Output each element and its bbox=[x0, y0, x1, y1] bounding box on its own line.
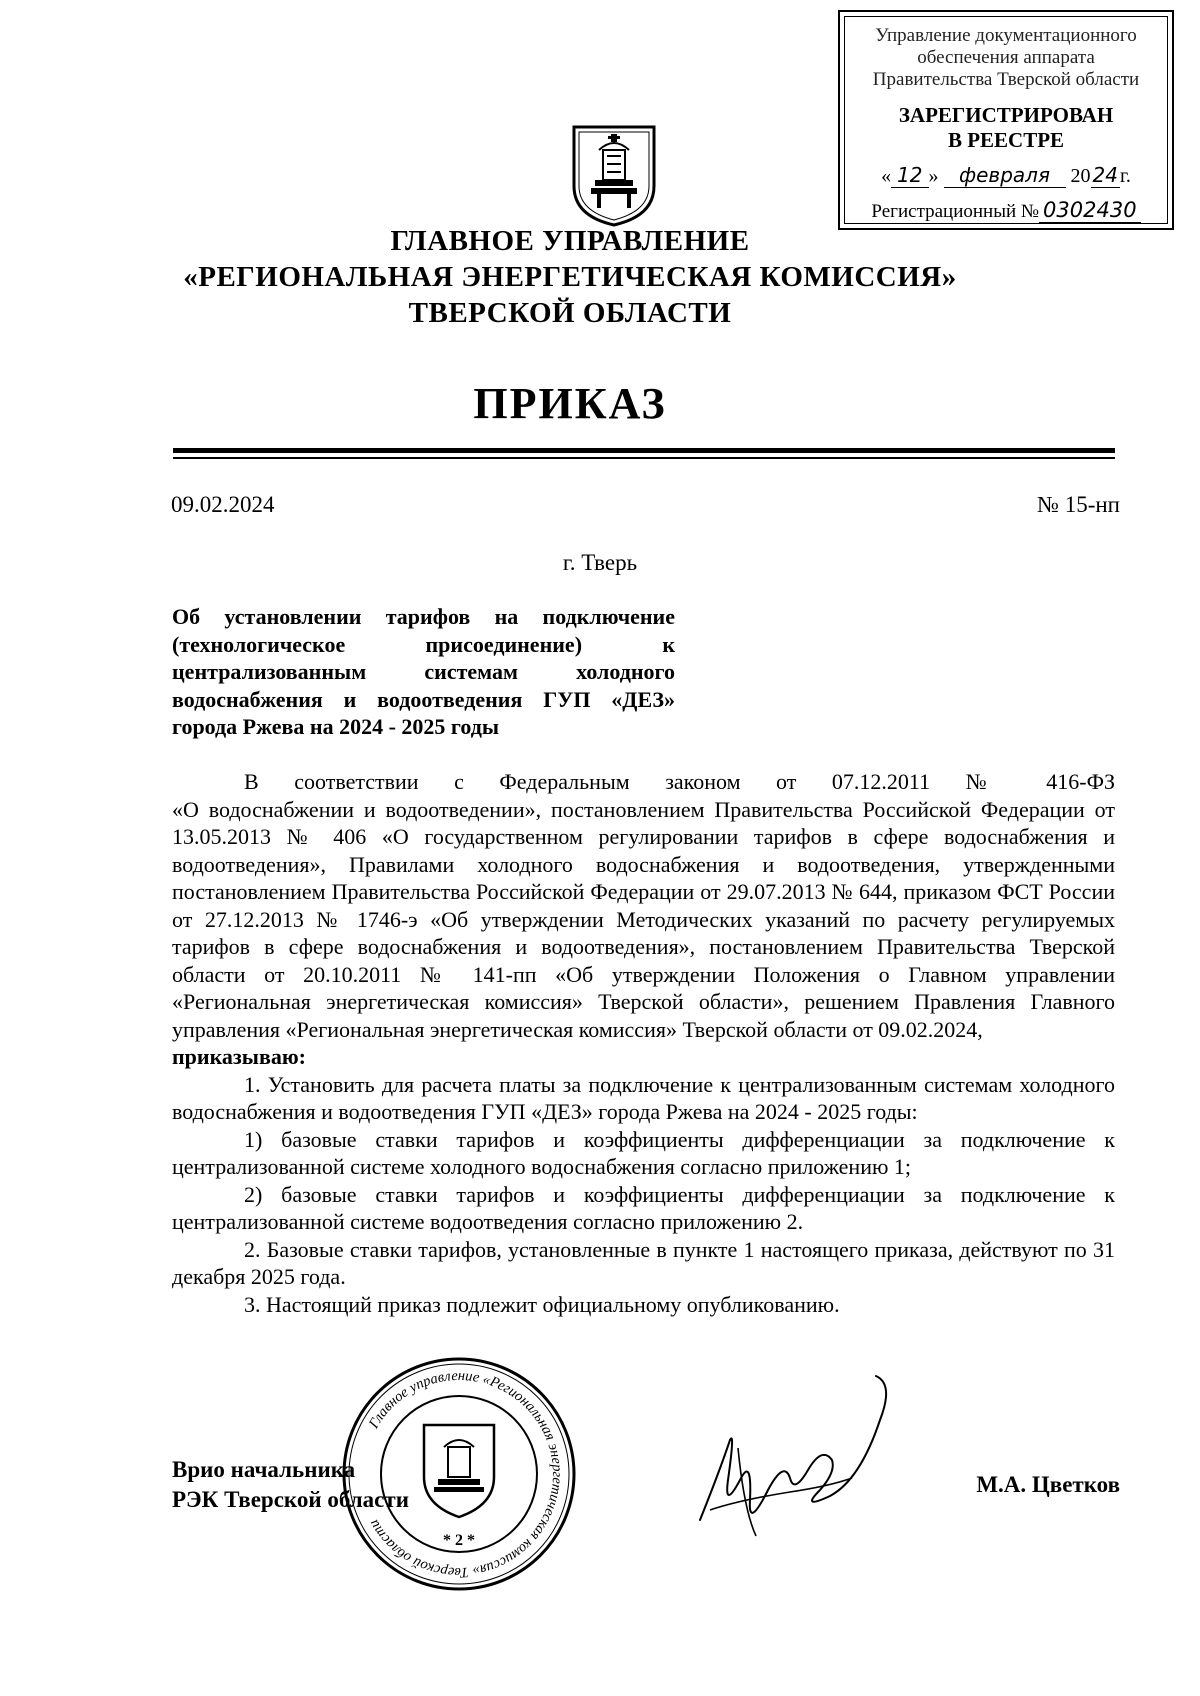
seal-number: * 2 * bbox=[443, 1532, 475, 1549]
registration-stamp bbox=[838, 10, 1174, 230]
registration-department-line1: Управление документационного bbox=[875, 25, 1137, 46]
subject-line-1: Об установлении тарифов на подключение bbox=[172, 604, 675, 629]
registration-date-open-quote: « bbox=[881, 165, 892, 187]
signer-name: М.А. Цветков bbox=[976, 1472, 1120, 1497]
order-item-1-1: 1) базовые ставки тарифов и коэффициенты дифференциации за подключение к централизованной системе холодного водоснабжения согласно приложению 1; bbox=[172, 1126, 1115, 1179]
order-item-3: 3. Настоящий приказ подлежит официальному опубликованию. bbox=[244, 1291, 840, 1317]
registration-status-line1: ЗАРЕГИСТРИРОВАН bbox=[898, 103, 1114, 127]
document-subject bbox=[172, 603, 675, 741]
registration-number: 0302430 bbox=[1039, 198, 1141, 223]
registration-number-row bbox=[845, 198, 1167, 224]
registration-department-line3: Правительства Тверской области bbox=[872, 69, 1140, 90]
subject-line-4: водоснабжения и водоотведения ГУП «ДЕЗ» bbox=[172, 686, 675, 712]
header-line-3: ТВЕРСКОЙ ОБЛАСТИ bbox=[408, 297, 732, 329]
registration-date-year-unit: г. bbox=[1119, 165, 1131, 187]
header-divider-thin bbox=[173, 457, 1115, 459]
header-divider-thick bbox=[173, 448, 1115, 453]
preamble-first-line: В соответствии с Федеральным законом от 07.12.2011 № 416-ФЗ bbox=[244, 769, 1115, 794]
document-date: 09.02.2024 bbox=[171, 492, 275, 517]
coat-of-arms-icon bbox=[571, 124, 657, 228]
registration-department-line2: обеспечения аппарата bbox=[917, 47, 1095, 68]
registration-status-line2: В РЕЕСТРЕ bbox=[947, 128, 1065, 152]
order-word: приказываю: bbox=[172, 1044, 306, 1069]
document-city: г. Тверь bbox=[562, 550, 638, 575]
signatory-title bbox=[172, 1455, 409, 1515]
subject-line-5: города Ржева на 2024 - 2025 годы bbox=[172, 714, 500, 739]
document-body bbox=[172, 768, 1115, 1318]
seal-ring-text: Главное управление «Региональная энергетическая комиссия» Тверской области bbox=[365, 1367, 566, 1581]
registration-date-month: февраля bbox=[944, 163, 1066, 188]
handwritten-signature bbox=[680, 1360, 910, 1560]
registration-status bbox=[845, 103, 1167, 153]
header-line-2: «РЕГИОНАЛЬНАЯ ЭНЕРГЕТИЧЕСКАЯ КОМИССИЯ» bbox=[183, 261, 957, 293]
registration-date-year-prefix: 20 bbox=[1070, 165, 1091, 187]
registration-number-label: Регистрационный № bbox=[871, 201, 1040, 222]
order-item-2: 2. Базовые ставки тарифов, установленные в пункте 1 настоящего приказа, действуют по 31 декабря 2025 года. bbox=[172, 1236, 1115, 1289]
document-type-title: ПРИКАЗ bbox=[473, 379, 667, 428]
registration-date-close-quote: » bbox=[928, 165, 939, 187]
registration-date bbox=[845, 163, 1167, 188]
signatory-title-line-1: Врио начальника bbox=[172, 1457, 356, 1482]
registration-department bbox=[845, 25, 1167, 91]
header-line-1: ГЛАВНОЕ УПРАВЛЕНИЕ bbox=[390, 225, 750, 257]
registration-date-day: 12 bbox=[891, 163, 928, 188]
signatory-title-line-2: РЭК Тверской области bbox=[172, 1487, 409, 1512]
registration-stamp-inner-border bbox=[844, 16, 1168, 224]
registration-date-year-suffix: 24 bbox=[1092, 163, 1118, 187]
order-item-1: 1. Установить для расчета платы за подключение к централизованным системам холодного водоснабжения и водоотведения ГУП «ДЕЗ» города Ржева на 2024 - 2025 годы: bbox=[172, 1071, 1115, 1124]
subject-line-2: (технологическое присоединение) к bbox=[172, 631, 675, 657]
order-item-1-2: 2) базовые ставки тарифов и коэффициенты дифференциации за подключение к централизованной системе водоотведения согласно приложению 2. bbox=[172, 1181, 1115, 1234]
subject-line-3: централизованным системам холодного bbox=[172, 659, 675, 684]
document-number: № 15-нп bbox=[1037, 492, 1120, 517]
preamble-text: «О водоснабжении и водоотведении», постановлением Правительства Российской Федерации от 13.05.2013 № 406 «О государственном регулировании тарифов в сфере водоснабжения и водоотведения», Правилами холодного водоснабжения и водоотведения, утвержденными постановлением Правительства Российской Федерации от 29.07.2013 № 644, приказом ФСТ России от 27.12.2013 № 1746-э «Об утверждении Методических указаний по расчету регулируемых тарифов в сфере водоснабжения и водоотведения», постановлением Правительства Тверской области от 20.10.2011 № 141-пп «Об утверждении Положения о Главном управлении «Региональная энергетическая комиссия» Тверской области», решением Правления Главного управления «Региональная энергетическая комиссия» Тверской области от 09.02.2024, bbox=[172, 796, 1115, 1042]
